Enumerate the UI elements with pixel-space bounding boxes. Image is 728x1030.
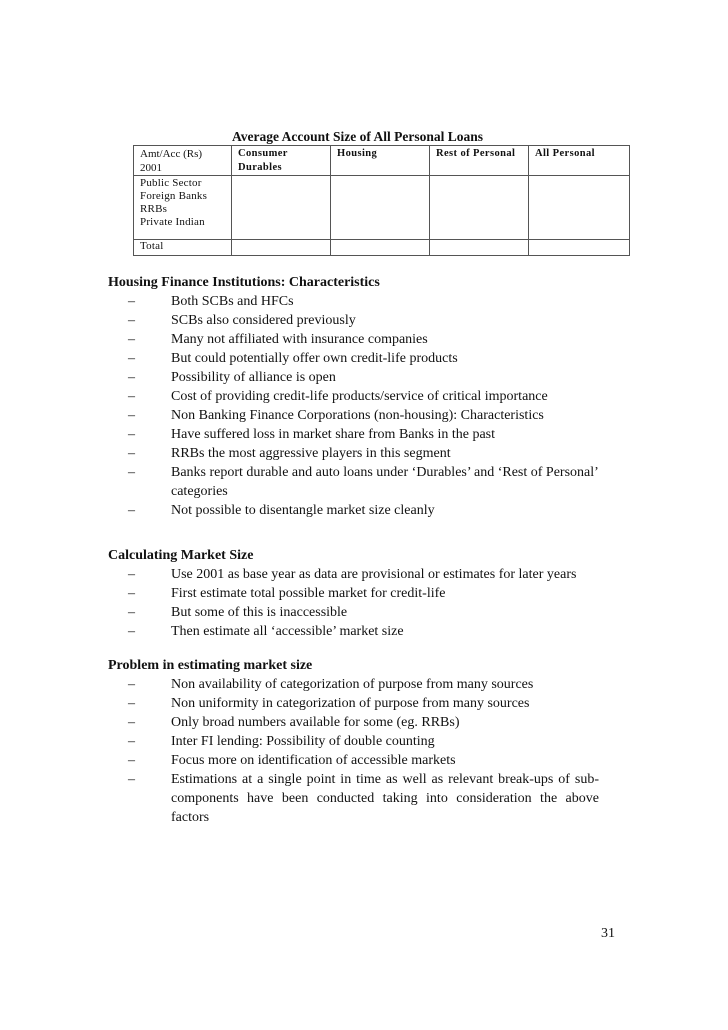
page-number: 31 [601,926,615,941]
bullet-dash: – [128,503,135,518]
list-item: – Focus more on identification of accessible markets [128,753,456,768]
bullet-dash: – [128,605,135,620]
bullet-dash: – [128,370,135,385]
list-item: – Only broad numbers available for some (eg. RRBs) [128,715,460,730]
table-cell [430,176,529,240]
list-item: – Non Banking Finance Corporations (non-housing): Characteristics [128,408,544,423]
bullet-dash: – [128,465,135,480]
list-item: – Cost of providing credit-life products/service of critical importance [128,389,548,404]
bullet-dash: – [128,332,135,347]
bullet-dash: – [128,427,135,442]
row-label-foreign-banks: Foreign Banks [140,190,208,202]
bullet-dash: – [128,696,135,711]
bullet-dash: – [128,715,135,730]
bullet-dash: – [128,586,135,601]
bullet-dash: – [128,408,135,423]
list-item: – Non uniformity in categorization of purpose from many sources [128,696,530,711]
bullet-list [108,565,608,641]
row-label-private-indian: Private Indian [140,216,205,228]
list-item: – Inter FI lending: Possibility of double counting [128,734,435,749]
bullet-list [108,292,608,520]
bullet-dash: – [128,772,135,787]
list-item: – Non availability of categorization of purpose from many sources [128,677,534,692]
list-item: – But some of this is inaccessible [128,605,348,620]
column-header-housing: Housing [331,146,430,176]
list-item: – Estimations at a single point in time as well as relevant break-ups of sub-components have been conducted taking into consideration the above factors [128,772,599,825]
bullet-dash: – [128,389,135,404]
bullet-dash: – [128,734,135,749]
list-item: – RRBs the most aggressive players in this segment [128,446,451,461]
section-calculating-market-size [108,546,608,641]
table-cell [430,240,529,256]
list-item: – Not possible to disentangle market size cleanly [128,503,435,518]
row-labels-cell [134,176,232,240]
list-item: – Many not affiliated with insurance companies [128,332,428,347]
list-item: – First estimate total possible market for credit-life [128,586,446,601]
total-label-cell: Total [134,240,232,256]
row-label-rrbs: RRBs [140,203,168,215]
table-header-row [134,146,630,176]
bullet-dash: – [128,567,135,582]
personal-loans-table [133,145,630,256]
list-item: – SCBs also considered previously [128,313,356,328]
table-cell [331,176,430,240]
table-title: Average Account Size of All Personal Loans [232,129,483,144]
table-cell [232,176,331,240]
section-heading: Housing Finance Institutions: Characteristics [108,275,380,290]
list-item: – Use 2001 as base year as data are provisional or estimates for later years [128,567,577,582]
bullet-dash: – [128,624,135,639]
header-label-line2: 2001 [140,162,162,174]
table-body-row [134,176,630,240]
bullet-dash: – [128,446,135,461]
list-item: – Possibility of alliance is open [128,370,336,385]
list-item: – But could potentially offer own credit-life products [128,351,458,366]
bullet-dash: – [128,753,135,768]
section-housing-finance [108,273,608,520]
list-item: – Have suffered loss in market share from Banks in the past [128,427,495,442]
list-item: – Then estimate all ‘accessible’ market size [128,624,404,639]
table-cell [331,240,430,256]
table-header-label-cell [134,146,232,176]
column-header-consumer-durables: Consumer Durables [232,146,331,176]
section-heading: Calculating Market Size [108,548,254,563]
table-total-row [134,240,630,256]
bullet-dash: – [128,351,135,366]
column-header-rest-of-personal: Rest of Personal [430,146,529,176]
bullet-list [108,675,608,827]
table-cell [232,240,331,256]
list-item: – Both SCBs and HFCs [128,294,294,309]
row-label-public-sector: Public Sector [140,177,202,189]
header-label-line1: Amt/Acc (Rs) [140,148,203,160]
bullet-dash: – [128,294,135,309]
column-header-all-personal: All Personal [529,146,630,176]
table-cell [529,240,630,256]
section-heading: Problem in estimating market size [108,658,313,673]
list-item: – Banks report durable and auto loans under ‘Durables’ and ‘Rest of Personal’ categories [128,465,598,499]
bullet-dash: – [128,313,135,328]
bullet-dash: – [128,677,135,692]
table-cell [529,176,630,240]
section-problem-estimating [108,656,608,827]
